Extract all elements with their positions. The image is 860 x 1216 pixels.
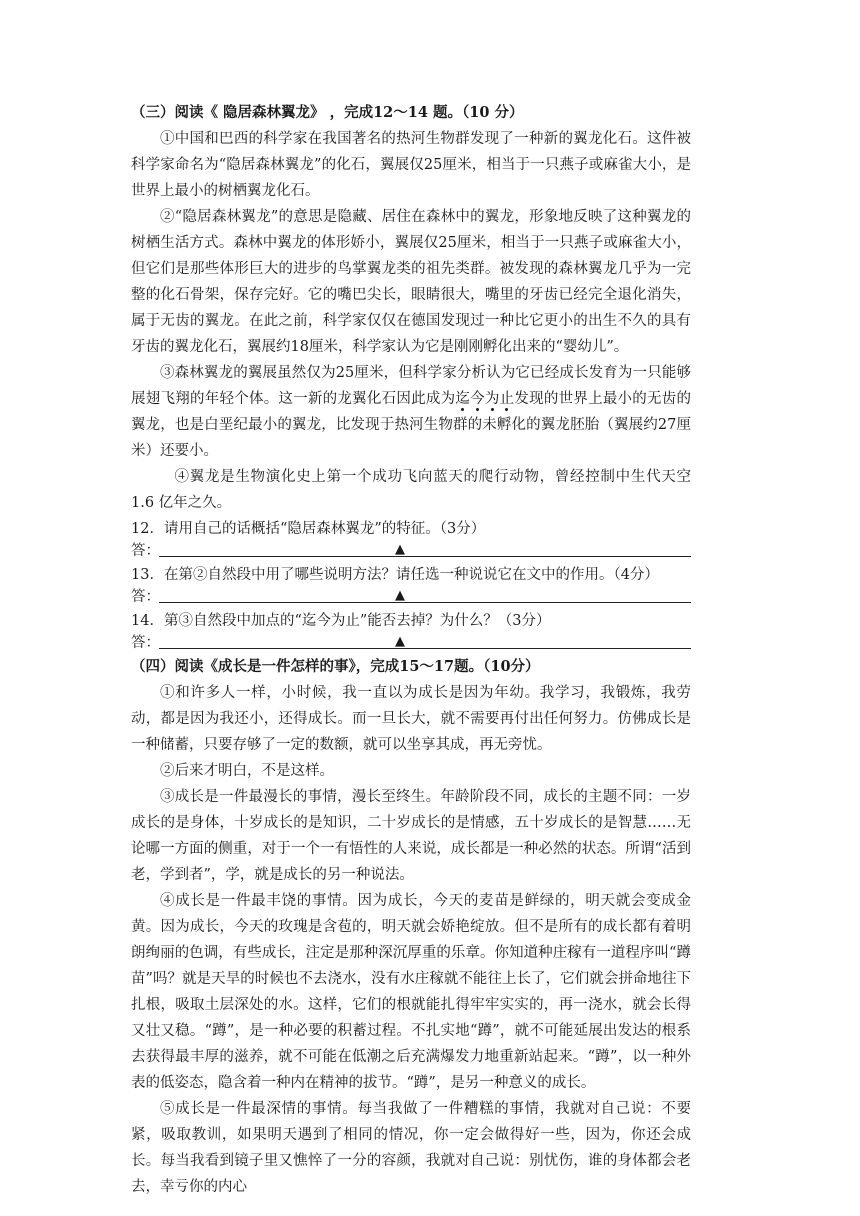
p3-text-before: ③森林翼龙的翼展虽然仅为25厘米，但科学家分析认为它已经成长发育为一只能够展翅飞翔的年轻个体。这一新的龙翼化石因此成为 xyxy=(131,365,691,407)
section3-paragraph-4: ④翼龙是生物演化史上第一个成功飞向蓝天的爬行动物，曾经控制中生代天空 1.6 亿年之久。 xyxy=(131,469,691,511)
answer-label: 答： xyxy=(131,543,160,559)
answer-label: 答： xyxy=(131,589,160,605)
answer-underline xyxy=(159,648,691,649)
section4-paragraph-1: ①和许多人一样，小时候，我一直以为成长是因为年幼。我学习，我锻炼，我劳动，都是因为我还小，还得成长。而一旦长大，就不需要再付出任何努力。仿佛成长是一种储蓄，只要存够了一定的数额，就可以坐享其成，再无旁忧。 xyxy=(131,685,691,753)
p3-text-after: 发现的世界上最小的无齿的翼龙，也是白垩纪最小的翼龙，比发现于热河生物群的未孵化的翼龙胚胎（翼展约27厘米）还要小。 xyxy=(131,391,692,459)
section4-paragraph-4: ④成长是一件最丰饶的事情。因为成长，今天的麦苗是鲜绿的，明天就会变成金黄。因为成长，今天的玫瑰是含苞的，明天就会娇艳绽放。但不是所有的成长都有着明朗绚丽的色调，有些成长，注定是那种深沉厚重的乐章。你知道种庄稼有一道程序叫“蹲苗”吗？就是天旱的时候也不去浇水，没有水庄稼就不能往上长了，它们就会拼命地往下扎根，吸取土层深处的水。这样，它们的根就能扎得牢牢实实的，再一浇水，就会长得又壮又稳。“蹲”，是一种必要的积蓄过程。不扎实地“蹲”，就不可能延展出发达的根系去获得最丰厚的滋养，就不可能在低潮之后充满爆发力地重新站起来。“蹲”，以一种外表的低姿态，隐含着一种内在精神的拔节。“蹲”，是另一种意义的成长。 xyxy=(131,893,691,1091)
dotted-char: 为 xyxy=(484,391,500,407)
answer-underline xyxy=(159,556,691,557)
section4-paragraph-2: ②后来才明白，不是这样。 xyxy=(160,763,334,779)
section4-paragraph-5: ⑤成长是一件最深情的事情。每当我做了一件糟糕的事情，我就对自己说：不要紧，吸取教训，如果明天遇到了相同的情况，你一定会做得好一些，因为，你还会成长。每当我看到镜子里又憔悴了一分的容颜，我就对自己说：别忧伤，谁的身体都会老去，幸亏你的内心 xyxy=(131,1101,691,1195)
section4-paragraph-3: ③成长是一件最漫长的事情，漫长至终生。年龄阶段不同，成长的主题不同：一岁成长的是身体，十岁成长的是知识，二十岁成长的是情感，五十岁成长的是智慧……无论哪一方面的侧重，对于一个一有悟性的人来说，成长都是一种必然的状态。所谓“活到老，学到者”，学，就是成长的另一种说法。 xyxy=(131,789,691,883)
question-14: 14．第③自然段中加点的“迄今为止”能否去掉？为什么？（3分） xyxy=(131,613,551,629)
dotted-char: 止 xyxy=(499,391,515,407)
section4-heading: （四）阅读《成长是一件怎样的事》，完成15～17题。（10分） xyxy=(131,658,540,675)
section3-paragraph-1: ①中国和巴西的科学家在我国著名的热河生物群发现了一种新的翼龙化石。这件被科学家命名为“隐居森林翼龙”的化石，翼展仅25厘米，相当于一只燕子或麻雀大小，是世界上最小的树栖翼龙化石。 xyxy=(131,131,691,199)
triangle-marker-icon: ▲ xyxy=(395,634,405,649)
triangle-marker-icon: ▲ xyxy=(395,542,405,557)
dotted-char: 迄 xyxy=(455,391,471,407)
dotted-char: 今 xyxy=(470,391,485,407)
content-column xyxy=(131,100,691,1200)
section3-paragraph-3 xyxy=(131,360,691,464)
answer-underline xyxy=(159,602,691,603)
answer-line-14[interactable] xyxy=(131,634,691,652)
question-12: 12．请用自己的话概括“隐居森林翼龙”的特征。（3分） xyxy=(131,521,486,537)
question-13: 13．在第②自然段中用了哪些说明方法？请任选一种说说它在文中的作用。（4分） xyxy=(131,567,659,583)
answer-label: 答： xyxy=(131,635,160,651)
section3-paragraph-2: ②“隐居森林翼龙”的意思是隐藏、居住在森林中的翼龙，形象地反映了这种翼龙的树栖生活方式。森林中翼龙的体形娇小，翼展仅25厘米，相当于一只燕子或麻雀大小，但它们是那些体形巨大的进步的鸟掌翼龙类的祖先类群。被发现的森林翼龙几乎为一完整的化石骨架，保存完好。它的嘴巴尖长，眼睛很大，嘴里的牙齿已经完全退化消失，属于无齿的翼龙。在此之前，科学家仅仅在德国发现过一种比它更小的出生不久的具有牙齿的翼龙化石，翼展约18厘米，科学家认为它是刚刚孵化出来的“婴幼儿”。 xyxy=(131,209,691,355)
section3-heading: （三）阅读《 隐居森林翼龙》 ，完成12～14 题。（10 分） xyxy=(131,104,524,121)
answer-line-12[interactable] xyxy=(131,542,691,560)
triangle-marker-icon: ▲ xyxy=(395,588,405,603)
answer-line-13[interactable] xyxy=(131,588,691,606)
